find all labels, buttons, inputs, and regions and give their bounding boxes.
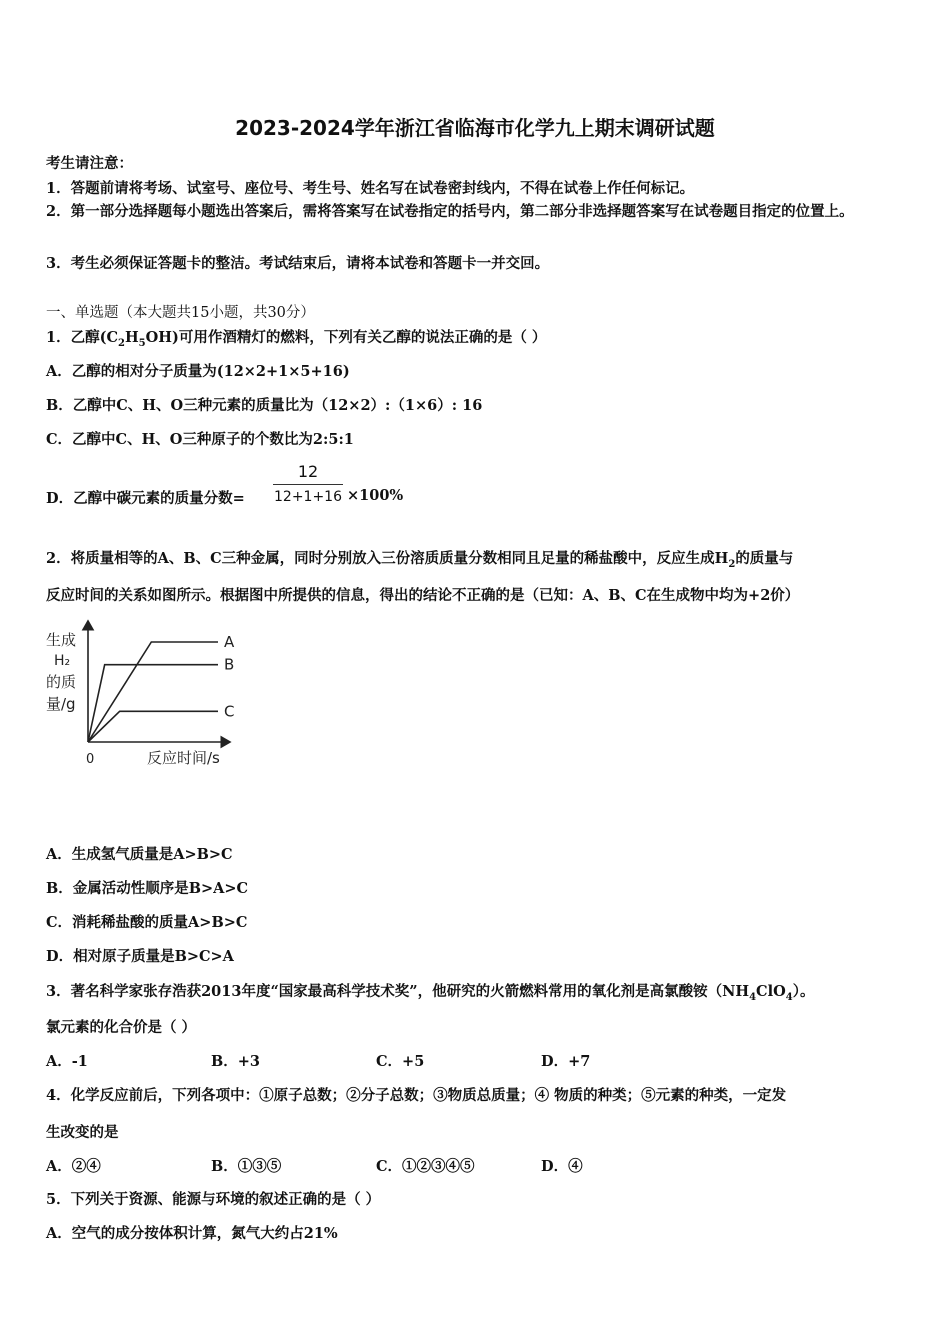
q1-stem-a: 1．乙醇(C <box>46 329 118 346</box>
q1-stem-c: OH)可用作酒精灯的燃料，下列有关乙醇的说法正确的是（ ） <box>145 329 547 346</box>
q3-stem-line1 <box>46 980 814 1003</box>
q4-option-a: A．②④ <box>46 1158 101 1175</box>
q2-option-a: A．生成氢气质量是A>B>C <box>46 846 233 863</box>
page-title: 2023-2024学年浙江省临海市化学九上期末调研试题 <box>235 116 715 140</box>
q1-stem-b: H <box>124 329 139 346</box>
q3-stem-sub: 4 <box>749 991 757 1003</box>
series-label-a: A <box>224 633 235 651</box>
notice-heading: 考生请注意： <box>46 155 133 172</box>
q5-option-a: A．空气的成分按体积计算，氮气大约占21% <box>46 1225 338 1242</box>
q4-option-c: C．①②③④⑤ <box>376 1158 475 1175</box>
y-label-3: 的质 <box>46 673 77 691</box>
q1-fraction-bar <box>273 484 343 485</box>
origin-label: 0 <box>86 752 95 767</box>
q4-option-d: D．④ <box>541 1158 583 1175</box>
q1-option-c: C．乙醇中C、H、O三种原子的个数比为2:5:1 <box>46 431 354 448</box>
q1-option-b: B．乙醇中C、H、O三种元素的质量比为（12×2）:（1×6）: 16 <box>46 397 483 414</box>
q1-option-d-prefix: D．乙醇中碳元素的质量分数= <box>46 490 245 507</box>
q2-option-d: D．相对原子质量是B>C>A <box>46 948 234 965</box>
q2-stem-line1-b: 的质量与 <box>735 550 794 567</box>
q5-stem: 5．下列关于资源、能源与环境的叙述正确的是（ ） <box>46 1191 381 1208</box>
q3-stem-a: 3．著名科学家张存浩获2013年度“国家最高科学技术奖”，他研究的火箭燃料常用的氧化剂是高氯酸铵（NH <box>46 983 750 1000</box>
series-label-b: B <box>224 655 235 674</box>
h2-mass-chart <box>40 615 250 775</box>
q3-options <box>46 1050 706 1071</box>
section-heading: 一、单选题（本大题共15小题，共30分） <box>46 305 315 321</box>
y-label-2: H₂ <box>54 653 71 669</box>
series-line-c <box>88 711 218 742</box>
q2-stem-line2: 反应时间的关系如图所示。根据图中所提供的信息，得出的结论不正确的是（已知：A、B、C在生成物中均为+2价） <box>46 587 800 604</box>
notice-item-2: 2．第一部分选择题每小题选出答案后，需将答案写在试卷指定的括号内，第二部分非选择题答案写在试卷题目指定的位置上。 <box>46 203 854 220</box>
y-label-4: 量/g <box>46 695 76 713</box>
q3-option-d: D．+7 <box>541 1053 591 1070</box>
x-axis-label: 反应时间/s <box>147 749 220 767</box>
q1-fraction <box>273 462 343 505</box>
q1-option-d-suffix: ×100% <box>347 487 404 504</box>
q1-fraction-numerator: 12 <box>297 462 319 481</box>
series-line-b <box>88 665 218 742</box>
q1-stem <box>46 326 546 349</box>
q3-option-b: B．+3 <box>211 1053 260 1070</box>
q3-stem-b: ClO <box>756 983 786 1000</box>
q2-stem-line1 <box>46 547 793 570</box>
y-label-1: 生成 <box>46 631 77 649</box>
q3-option-c: C．+5 <box>376 1053 425 1070</box>
q1-fraction-denominator: 12+1+16 <box>274 489 342 505</box>
q1-option-a: A．乙醇的相对分子质量为(12×2+1×5+16) <box>46 363 350 380</box>
q3-stem-line2: 氯元素的化合价是（ ） <box>46 1019 197 1036</box>
q2-option-c: C．消耗稀盐酸的质量A>B>C <box>46 914 248 931</box>
notice-item-3: 3．考生必须保证答题卡的整洁。考试结束后，请将本试卷和答题卡一并交回。 <box>46 255 550 272</box>
q2-option-b: B．金属活动性顺序是B>A>C <box>46 880 249 897</box>
q1-stem-sub2: 5 <box>138 337 146 349</box>
q1-stem-sub1: 2 <box>118 337 125 349</box>
q3-option-a: A．-1 <box>46 1053 88 1070</box>
q4-options <box>46 1155 706 1176</box>
series-line-a <box>88 642 218 742</box>
q3-stem-c: ）。 <box>792 983 815 1000</box>
q4-option-b: B．①③⑤ <box>211 1158 282 1175</box>
q2-stem-sub: 2 <box>728 558 736 570</box>
series-label-c: C <box>224 702 235 721</box>
q2-stem-line1-a: 2．将质量相等的A、B、C三种金属，同时分别放入三份溶质质量分数相同且足量的稀盐酸中，反应生成H <box>46 550 729 567</box>
q3-stem-sub2: 4 <box>785 991 793 1003</box>
notice-item-1: 1．答题前请将考场、试室号、座位号、考生号、姓名写在试卷密封线内，不得在试卷上作任何标记。 <box>46 180 695 197</box>
q4-stem-line2: 生改变的是 <box>46 1124 119 1141</box>
q4-stem-line1: 4．化学反应前后，下列各项中：①原子总数；②分子总数；③物质总质量；④ 物质的种类；⑤元素的种类，一定发 <box>46 1087 787 1104</box>
